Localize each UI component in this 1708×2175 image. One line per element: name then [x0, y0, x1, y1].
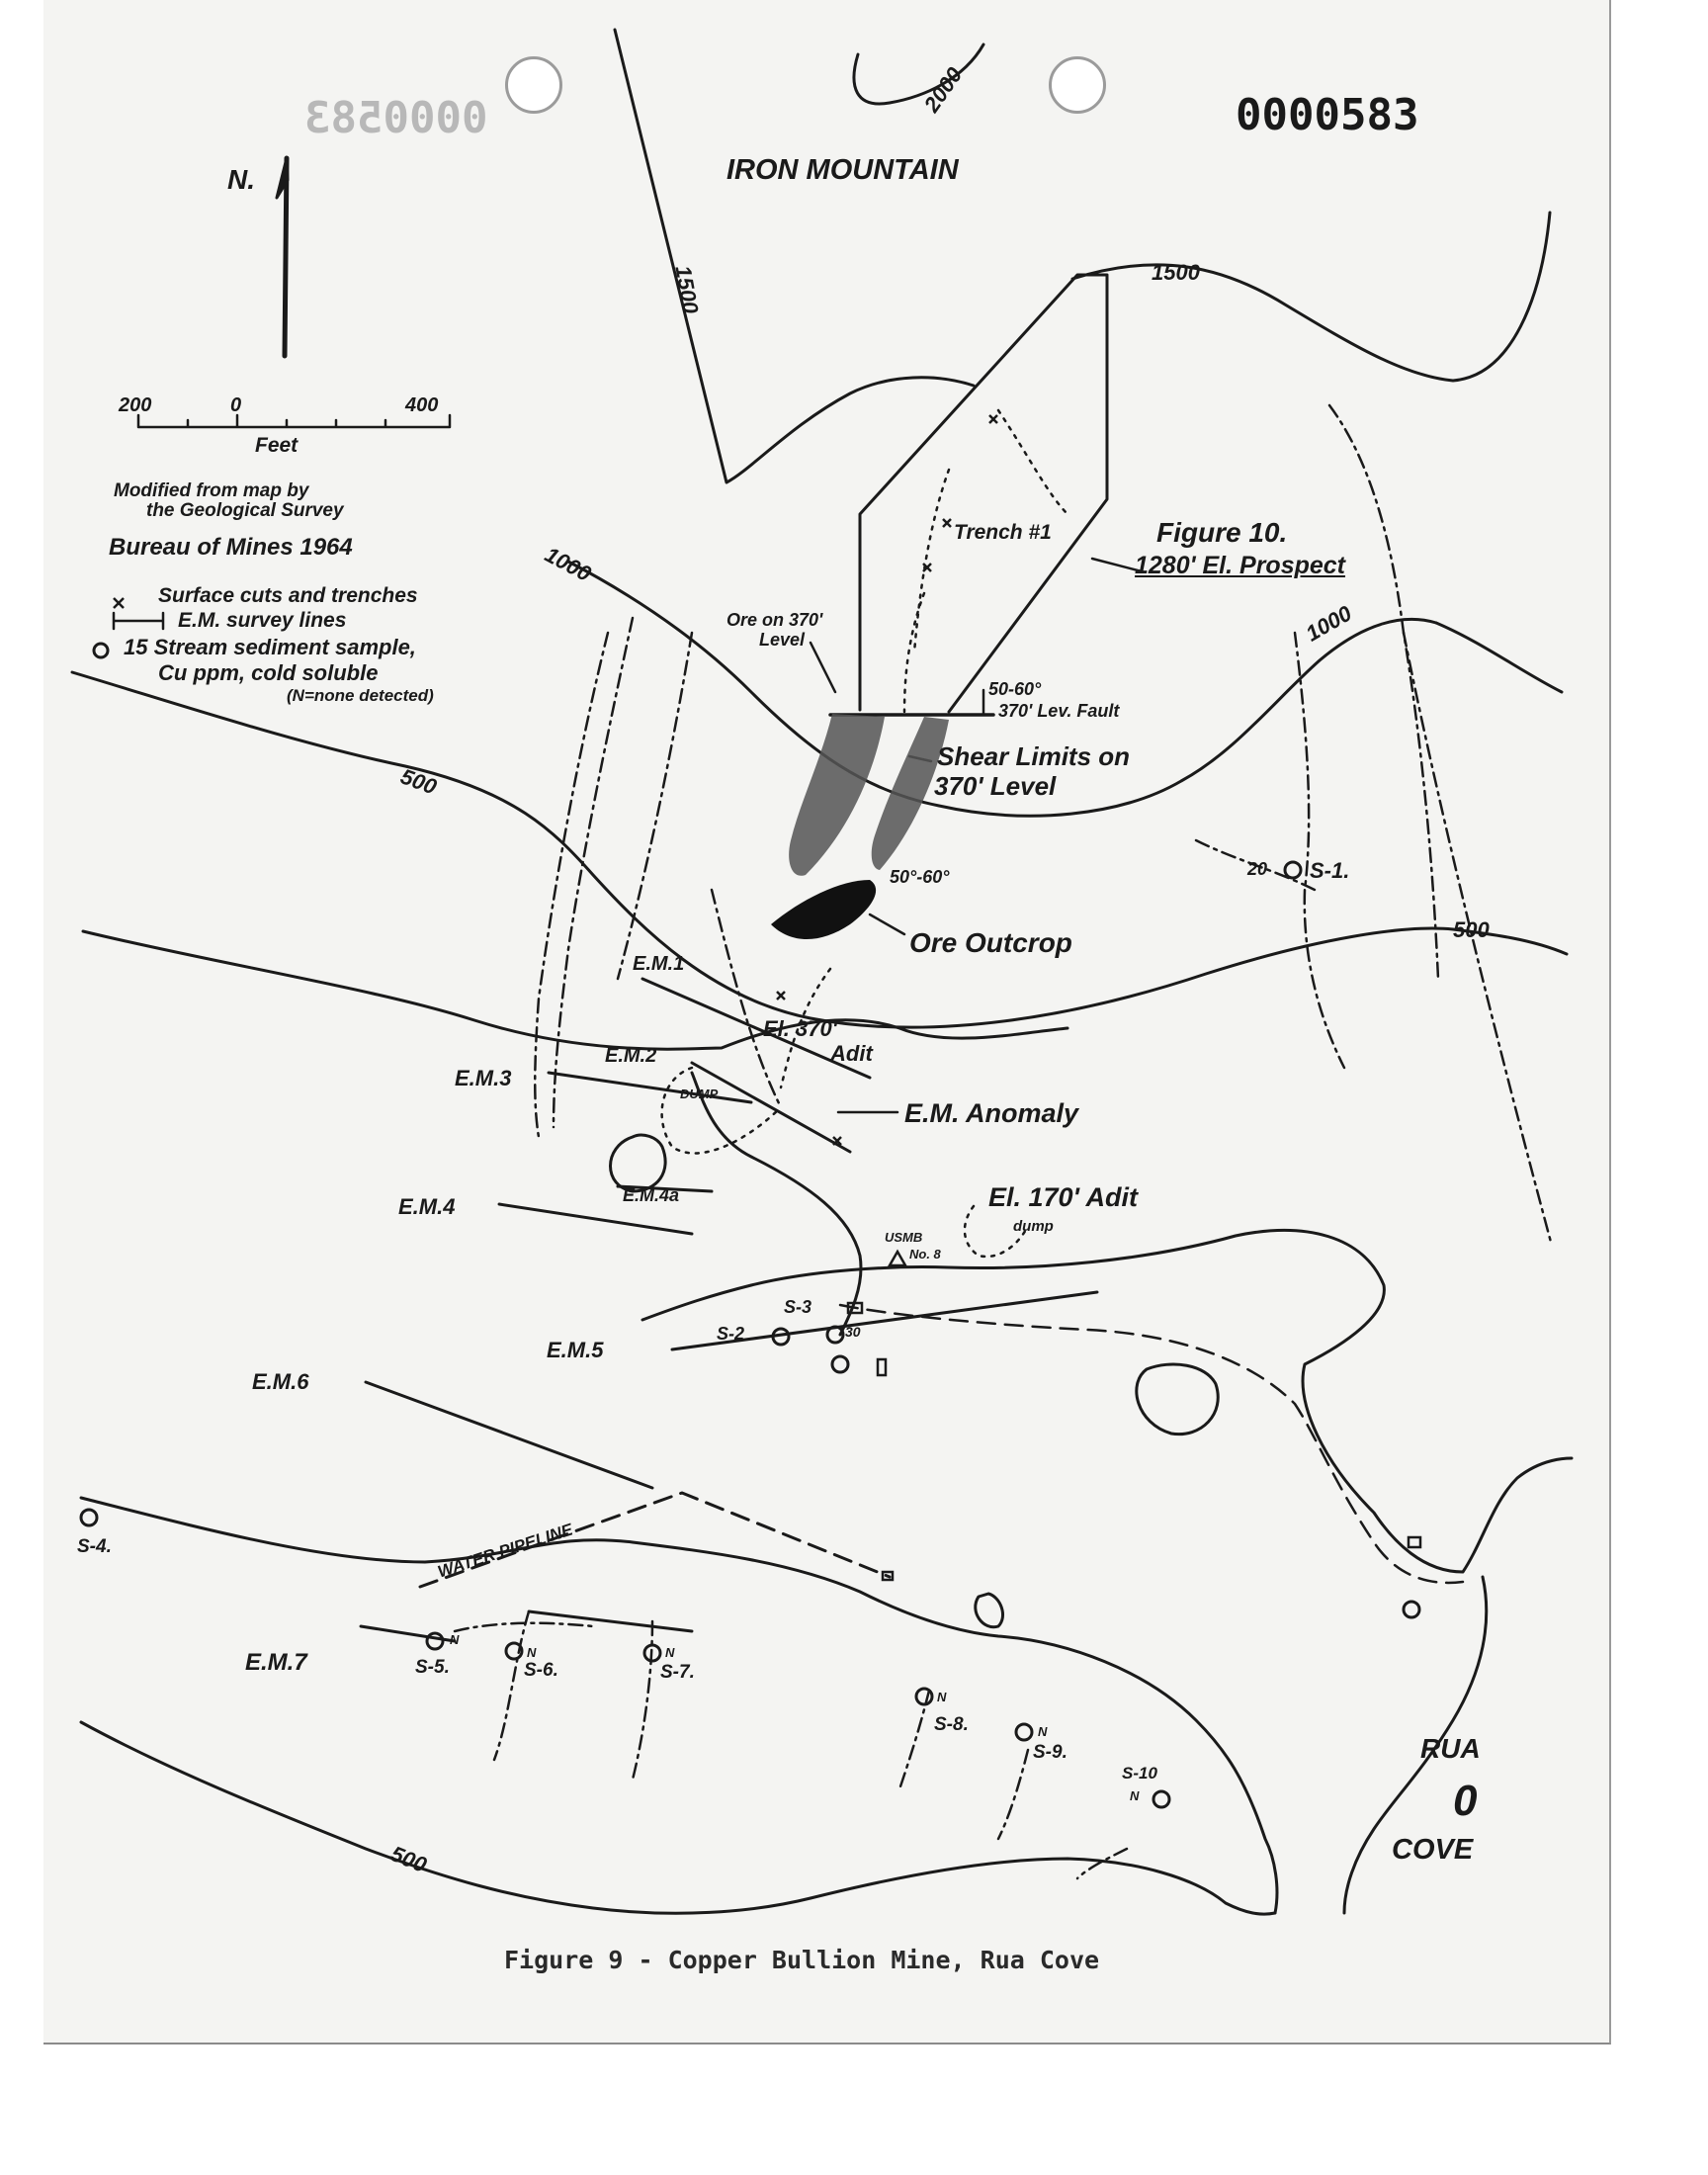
scale-tick-0: 0	[230, 394, 242, 416]
em-label-2: E.M.2	[605, 1045, 657, 1067]
sample-s4-marker	[81, 1510, 97, 1525]
sample-s1-value: 20	[1247, 859, 1268, 879]
legend-em-symbol	[114, 613, 163, 629]
trench1-label: Trench #1	[954, 521, 1052, 544]
sample-s3-id: S-3	[784, 1297, 812, 1317]
ore-outcrop-label: Ore Outcrop	[909, 927, 1072, 958]
contour-label-1000-right: 1000	[1301, 600, 1356, 647]
usmb-triangle	[890, 1252, 905, 1265]
water-pipeline-label: WATER PIPELINE	[435, 1520, 575, 1582]
contour-label-500-right: 500	[1453, 917, 1490, 942]
stream-5	[1295, 633, 1344, 1068]
sample-s8-marker	[916, 1689, 932, 1704]
cove-label-line1: RUA	[1420, 1733, 1481, 1764]
trench-path-1	[998, 410, 1068, 514]
north-label: N.	[227, 164, 255, 195]
fault-label-line1: 50-60°	[988, 679, 1042, 699]
contour-1500-right	[1072, 213, 1550, 381]
adit370-label-line2: Adit	[830, 1041, 873, 1066]
legend-sample-line1: 15 Stream sediment sample,	[124, 635, 416, 659]
bates-stamp: 0000583	[1236, 90, 1419, 140]
sample-s6-value: N	[527, 1645, 537, 1660]
em-label-7: E.M.7	[245, 1649, 307, 1676]
sample-s10-value: N	[1130, 1788, 1140, 1803]
scale-unit: Feet	[255, 434, 299, 457]
contour-label-500-left: 500	[397, 763, 441, 800]
sample-s8-id: S-8.	[934, 1714, 969, 1735]
arrow-ore370	[811, 643, 835, 692]
sample-s8-value: N	[937, 1690, 947, 1704]
sample-s2-id: S-2	[717, 1324, 745, 1344]
prospect-outline	[860, 275, 1107, 712]
trench-path-2	[914, 470, 949, 652]
sample-s5-value: N	[450, 1632, 460, 1647]
contour-label-1500-left: 1500	[670, 263, 704, 316]
sample-s1-id: S-1.	[1310, 858, 1350, 883]
sample-s1-marker	[1285, 862, 1301, 878]
trench-path-3	[904, 593, 924, 712]
sample-s5-id: S-5.	[415, 1657, 450, 1678]
sample-s9-id: S-9.	[1033, 1742, 1068, 1763]
usmb-label-line2: No. 8	[909, 1247, 941, 1262]
sample-s3b-marker	[832, 1356, 848, 1372]
fault-label-line2: 370' Lev. Fault	[998, 701, 1120, 721]
stream-13	[998, 1750, 1028, 1839]
figure10-label-line1: Figure 10.	[1156, 517, 1288, 548]
em-label-4a: E.M.4a	[623, 1185, 680, 1205]
em-line-6	[366, 1382, 652, 1488]
pond-right	[1137, 1364, 1218, 1435]
stream-4	[1329, 405, 1438, 979]
legend-cuts: Surface cuts and trenches	[158, 584, 418, 607]
figure-caption: Figure 9 - Copper Bullion Mine, Rua Cove	[504, 1946, 1100, 1974]
dip-label: 50°-60°	[890, 867, 950, 887]
contour-label-500-bottom: 500	[386, 1841, 431, 1878]
em-label-4: E.M.4	[398, 1194, 456, 1219]
ore370-label-line1: Ore on 370'	[726, 610, 823, 630]
cove-label-line2: 0	[1453, 1777, 1478, 1825]
stream-1	[535, 633, 608, 1137]
islet	[976, 1594, 1003, 1627]
legend-sample-line3: (N=none detected)	[287, 686, 434, 705]
structure-2	[878, 1359, 886, 1375]
ore370-label-line2: Level	[759, 630, 806, 650]
contour-label-1500-right: 1500	[1152, 260, 1200, 285]
pond-left	[611, 1135, 666, 1191]
figure10-label-line2: 1280' El. Prospect	[1135, 552, 1346, 579]
adit370-label-line1: El. 370'	[763, 1016, 837, 1041]
sample-s6-id: S-6.	[524, 1660, 558, 1681]
sample-s10-id: S-10	[1122, 1764, 1157, 1783]
em-line-7b	[529, 1611, 692, 1631]
shoreline-upper	[642, 1230, 1572, 1572]
contour-1500-left	[615, 30, 974, 482]
ore-outcrop-black	[771, 880, 876, 939]
bates-stamp-bleedthrough: 0000583	[304, 93, 488, 143]
legend-sample-line2: Cu ppm, cold soluble	[158, 660, 379, 685]
legend-sample-symbol	[94, 644, 108, 657]
contour-label-1000-left: 1000	[541, 542, 596, 587]
sample-s7-value: N	[665, 1645, 675, 1660]
em-label-1: E.M.1	[633, 953, 685, 975]
em-line-2	[692, 1063, 850, 1152]
usmb-label-line1: USMB	[885, 1230, 923, 1245]
sample-cove-marker	[1404, 1602, 1419, 1617]
shear-label-line1: Shear Limits on	[937, 741, 1131, 771]
sample-s10-marker	[1153, 1791, 1169, 1807]
em-label-5: E.M.5	[547, 1338, 604, 1362]
sample-s5-marker	[427, 1633, 443, 1649]
contour-1000-right	[1436, 623, 1562, 692]
bottom-coast	[811, 1859, 1275, 1914]
source-note-line3: Bureau of Mines 1964	[109, 534, 353, 561]
shoreline	[81, 1498, 1277, 1913]
dump-lower-label: dump	[1013, 1218, 1054, 1235]
pipeline-road	[840, 1305, 1463, 1583]
sample-circles	[81, 644, 1419, 1807]
structure-3	[1409, 1537, 1420, 1547]
scale-tick-400: 400	[405, 394, 439, 416]
contour-label-2000: 2000	[918, 62, 968, 117]
source-note-line2: the Geological Survey	[146, 500, 344, 521]
sample-s4-id: S-4.	[77, 1536, 112, 1557]
adit170-label: El. 170' Adit	[988, 1182, 1138, 1212]
sample-s9-value: N	[1038, 1724, 1048, 1739]
cove-label-line3: COVE	[1392, 1834, 1474, 1866]
em-label-6: E.M.6	[252, 1369, 309, 1394]
north-arrow-shaft	[285, 158, 287, 356]
source-note-line1: Modified from map by	[114, 480, 309, 501]
em-anomaly-label: E.M. Anomaly	[904, 1098, 1079, 1128]
dump-upper-label: DUMP	[680, 1087, 719, 1101]
bottom-contour-500	[81, 1722, 811, 1913]
stream-3	[618, 633, 692, 979]
em-line-3	[549, 1073, 751, 1102]
shear-label-line2: 370' Level	[934, 771, 1057, 801]
water-pipeline	[420, 1493, 890, 1587]
sample-s7-id: S-7.	[660, 1662, 695, 1683]
stream-9	[494, 1611, 529, 1760]
sample-s3-value: 30	[845, 1324, 861, 1340]
legend-em-lines: E.M. survey lines	[178, 609, 347, 632]
em-label-3: E.M.3	[455, 1066, 512, 1090]
em-line-4	[499, 1204, 692, 1234]
scale-bar	[138, 415, 450, 427]
area-label: IRON MOUNTAIN	[726, 154, 959, 186]
arrow-ore-outcrop	[870, 914, 904, 934]
scale-tick-200: 200	[119, 394, 152, 416]
sample-s9-marker	[1016, 1724, 1032, 1740]
